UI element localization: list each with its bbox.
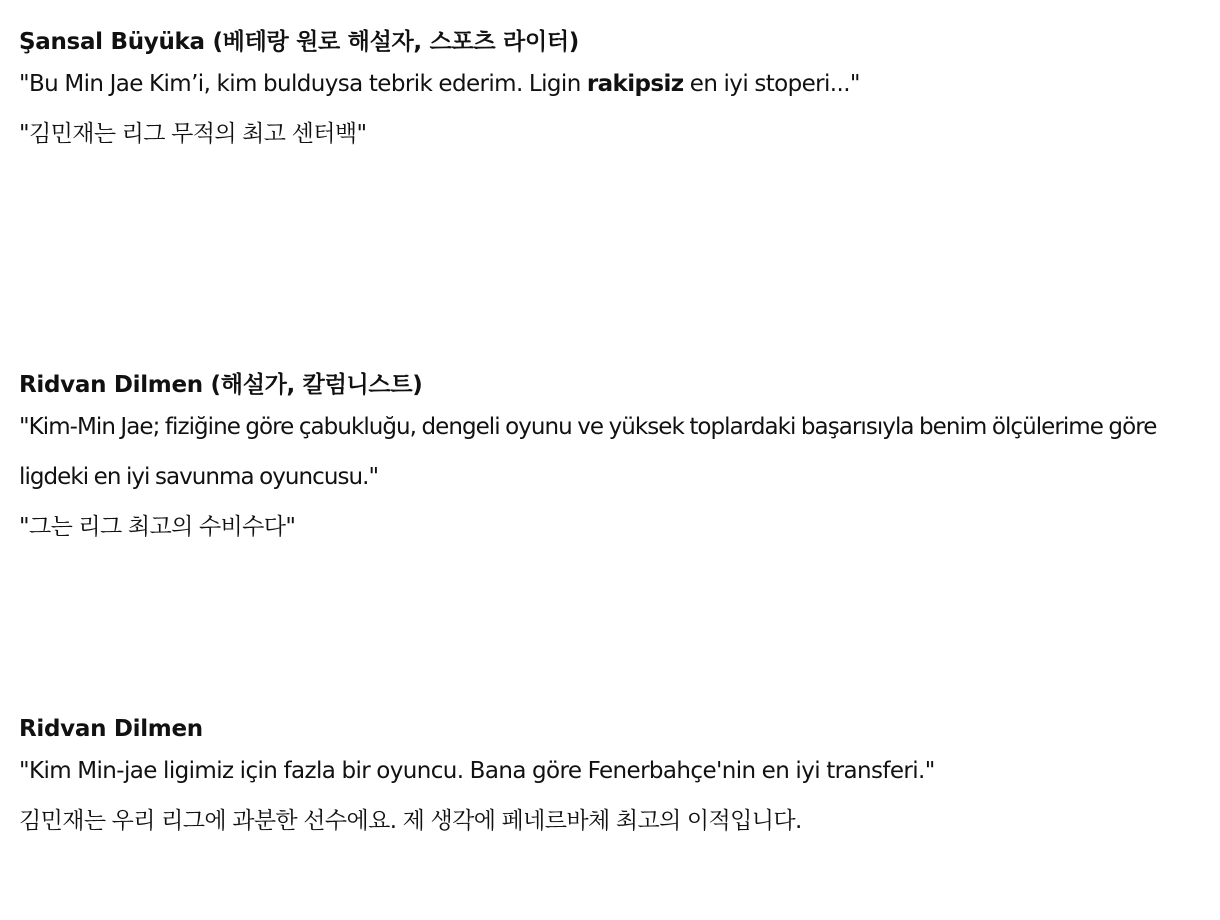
translated-quote: "김민재는 리그 무적의 최고 센터백" — [19, 121, 367, 147]
translated-quote: 김민재는 우리 리그에 과분한 선수에요. 제 생각에 페네르바체 최고의 이적입니다. — [19, 808, 802, 834]
original-quote: "Kim Min-jae ligimiz için fazla bir oyuncu. Bana göre Fenerbahçe'nin en iyi transferi." — [19, 758, 935, 784]
original-quote: "Kim-Min Jae; fiziğine göre çabukluğu, dengeli oyunu ve yüksek toplardaki başarısıyla benim ölçülerime göre ligdeki en iyi savunma oyuncusu." — [19, 414, 1157, 490]
original-quote-text-end: en iyi stoperi..." — [683, 71, 860, 97]
quote-block-sansal-buyuka — [19, 26, 1214, 159]
original-quote-text: "Bu Min Jae Kim’i, kim bulduysa tebrik ederim. Ligin — [19, 71, 587, 97]
quote-block-ridvan-dilmen-2 — [19, 713, 1214, 846]
speaker-name: Ridvan Dilmen — [19, 716, 203, 742]
speaker-name: Şansal Büyüka (베테랑 원로 해설자, 스포츠 라이터) — [19, 29, 579, 55]
speaker-name: Ridvan Dilmen (해설가, 칼럼니스트) — [19, 372, 423, 398]
translated-quote: "그는 리그 최고의 수비수다" — [19, 514, 296, 540]
original-quote — [19, 59, 1214, 109]
original-quote-emphasis: rakipsiz — [586, 71, 684, 97]
quote-block-ridvan-dilmen-1 — [19, 369, 1214, 552]
